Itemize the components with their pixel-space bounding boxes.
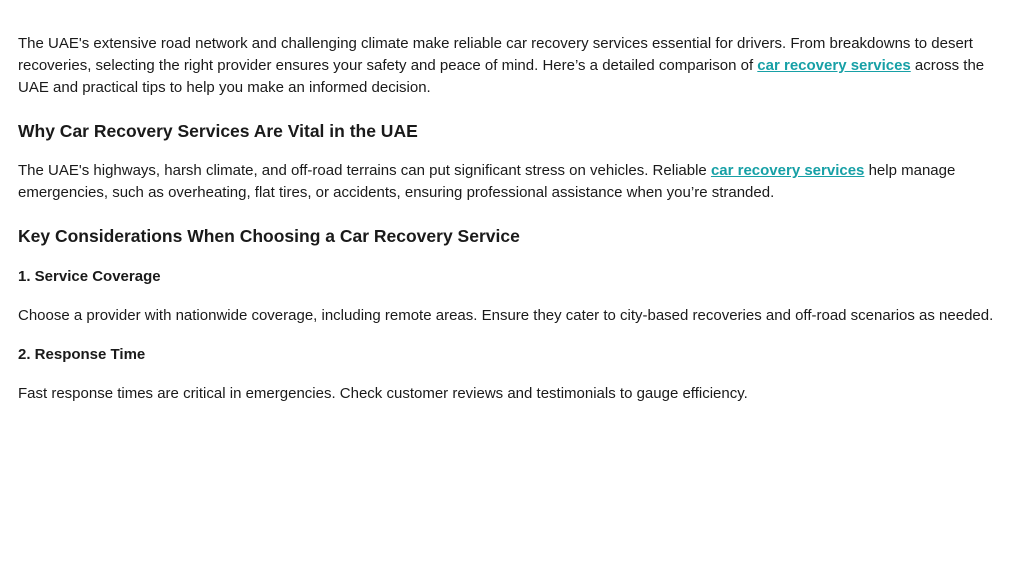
response-time-paragraph: Fast response times are critical in emergencies. Check customer reviews and testimonials to gauge efficiency. — [18, 385, 748, 402]
car-recovery-services-link[interactable]: car recovery services — [710, 162, 865, 179]
section-heading-why: Why Car Recovery Services Are Vital in the UAE — [18, 121, 418, 141]
why-paragraph — [18, 160, 1006, 204]
intro-text-before: The UAE's extensive road network and challenging climate make reliable car recovery services essential for drivers. From breakdowns to desert recoveries, selecting the right provider ensures your safety and peace of mind. Here’s a detailed comparison of — [18, 35, 973, 74]
subheading-service-coverage: 1. Service Coverage — [18, 268, 161, 285]
subheading-response-time: 2. Response Time — [18, 346, 146, 363]
car-recovery-services-link[interactable]: car recovery services — [757, 57, 911, 74]
service-coverage-paragraph: Choose a provider with nationwide coverage, including remote areas. Ensure they cater to city-based recoveries and off-road scenarios as needed. — [18, 307, 994, 324]
why-text-before: The UAE's highways, harsh climate, and off-road terrains can put significant stress on vehicles. Reliable — [18, 162, 711, 179]
intro-text-after: across the UAE and practical tips to help you make an informed decision. — [18, 57, 985, 96]
intro-paragraph — [18, 33, 1008, 99]
section-heading-key-considerations: Key Considerations When Choosing a Car Recovery Service — [18, 226, 520, 246]
why-text-after: help manage emergencies, such as overheating, flat tires, or accidents, ensuring professional assistance when you’re stranded. — [18, 162, 956, 201]
